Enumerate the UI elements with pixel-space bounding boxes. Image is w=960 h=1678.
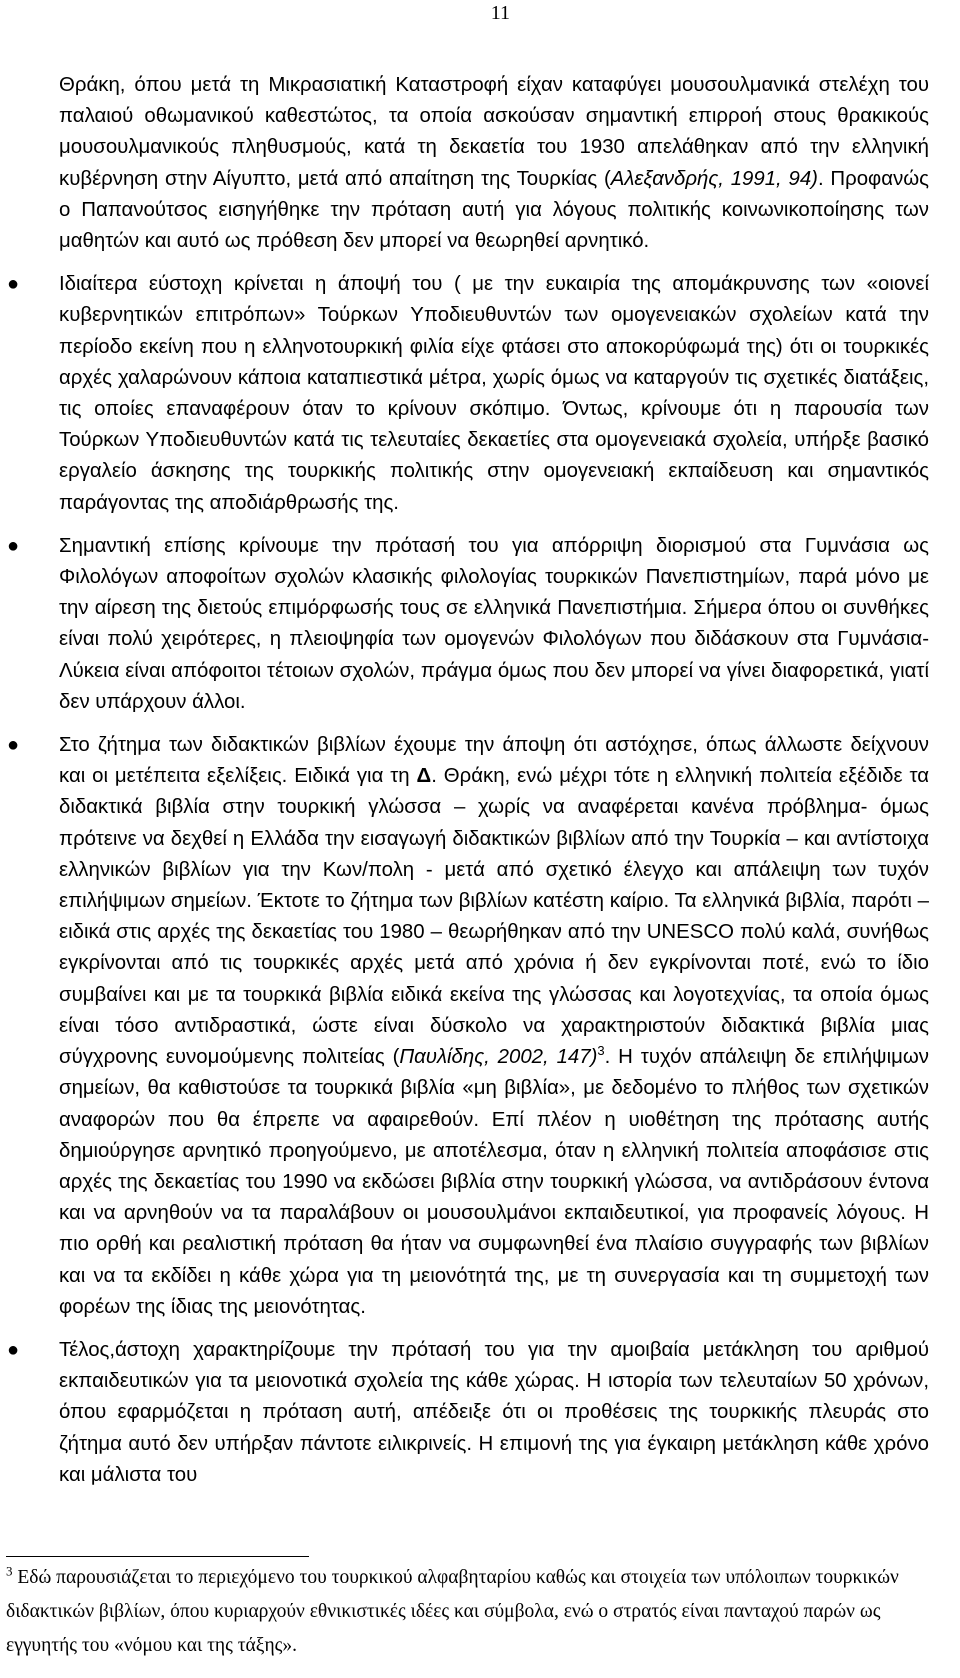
footnote-number: 3 [6,1563,13,1579]
bullet-3-delta: Δ [416,765,432,788]
bullet-4-text: Τέλος,άστοχη χαρακτηρίζουμε την πρότασή του για την αμοιβαία μετάκληση του αριθμού εκπαιδευτικών για τα μειονοτικά σχολεία της κάθε χώρας. Η ιστορία των τελευταίων 50 χρόνων, όπου εφαρμόζεται η πρόταση αυτή, απέδειξε ότι οι προθέσεις της τουρκικής πλευράς στο ζήτημα αυτό δεν υπήρξαν πάντοτε ειλικρινείς. Η επιμονή της για έγκαιρη μετάκληση κάθε χρόνο και μάλιστα του [59,1338,929,1486]
bullet-icon: ● [7,1338,20,1361]
bullet-icon: ● [7,534,20,557]
body-text [7,70,930,1491]
bullet-3-text-a: Στο ζήτημα των διδακτικών βιβλίων έχουμε την άποψη ότι αστόχησε, όπως άλλωστε δείχνουν και οι μετέπειτα εξελίξεις. Ειδικά για τη [59,734,929,788]
list-item [7,1335,929,1491]
footnote [6,1561,926,1663]
list-item [7,730,929,1323]
bullet-3-text-c: . Η τυχόν απάλειψη δε επιλήψιμων σημείων, θα καθιστούσε τα τουρκικά βιβλία «μη βιβλία», με δεδομένο το πλήθος των σχετικών αναφορών που θα έπρεπε να αφαιρεθούν. Επί πλέον η υιοθέτηση της πρότασης αυτής δημιούργησε αρνητικό προηγούμενο, με αποτέλεσμα, όταν η ελληνική πολιτεία αποφάσισε στις αρχές της δεκαετίας του 1990 να εκδώσει βιβλία στην τουρκική γλώσσα, να αντιδράσουν έντονα και να αρνηθούν να τα παραλάβουν οι μουσουλμάνοι εκπαιδευτικοί, για προφανείς λόγους. Η πιο ορθή και ρεαλιστική πρόταση θα ήταν να συμφωνηθεί ένα πλαίσιο συγγραφής των βιβλίων και να τα εκδίδει η κάθε χώρα για τη μειονότητά της, με τη συνεργασία και τη συμμετοχή των φορέων της ίδιας της μειονότητας. [59,1046,929,1318]
bullet-3-citation: Παυλίδης, 2002, 147) [399,1046,598,1069]
footnote-text: Εδώ παρουσιάζεται το περιεχόμενο του τουρκικού αλφαβηταρίου καθώς και στοιχεία των υπόλοιπων τουρκικών διδακτικών βιβλίων, όπου κυριαρχούν εθνικιστικές ιδέες και σύμβολα, ενώ ο στρατός είναι πανταχού παρών ως εγγυητής του «νόμου και της τάξης». [6,1567,899,1656]
bullet-1-text: Ιδιαίτερα εύστοχη κρίνεται η άποψή του ( με την ευκαιρία της απομάκρυνσης των «οιονεί κυβερνητικών επιτρόπων» Τούρκων Υποδιευθυντών των ομογενειακών σχολείων κατά την περίοδο εκείνη που η ελληνοτουρκική φιλία είχε φτάσει στο αποκορύφωμά της) ότι οι τουρκικές αρχές χαλαρώνουν κάποια καταπιεστικά μέτρα, χωρίς όμως να καταργούν τις σχετικές διατάξεις, τις οποίες επαναφέρουν όταν το κρίνουν σκόπιμο. Όντως, κρίνουμε ότι η παρουσία των Τούρκων Υποδιευθυντών κατά τις τελευταίες δεκαετίες στα ομογενειακά σχολεία, υπήρξε βασικό εργαλείο άσκησης της τουρκικής πολιτικής στην ομογενειακή εκπαίδευση και σημαντικός παράγοντας της αποδιάρθρωσής της. [59,273,929,514]
list-item [7,269,929,519]
bullet-icon: ● [7,273,20,296]
bullet-3-text-b: . Θράκη, ενώ μέχρι τότε η ελληνική πολιτεία εξέδιδε τα διδακτικά βιβλία στην τουρκική γλώσσα – χωρίς να αναφέρεται κανένα πρόβλημα- όμως πρότεινε να δεχθεί η Ελλάδα την εισαγωγή διδακτικών βιβλίων από την Τουρκία – και αντίστοιχα ελληνικών βιβλίων για την Κων/πολη - μετά από σχετικό έλεγχο και απάλειψη των τυχόν επιλήψιμων σημείων. Έκτοτε το ζήτημα των βιβλίων κατέστη καίριο. Τα ελληνικά βιβλία, παρότι – ειδικά στις αρχές της δεκαετίας του 1980 – θεωρήθηκαν από την UNESCO πολύ καλά, συνήθως εγκρίνονται από τις τουρκικές αρχές μετά από χρόνια ή δεν εγκρίνονται ποτέ, ενώ το ίδιο συμβαίνει και με τα τουρκικά βιβλία ειδικά εκείνα της γλώσσας και λογοτεχνίας, τα οποία όμως είναι τόσο αντιδραστικά, ώστε είναι δύσκολο να χαρακτηριστούν διδακτικά βιβλία μιας σύγχρονης ευνομούμενης πολιτείας ( [59,765,929,1069]
intro-text-b: . Προφανώς ο Παπανούτσος εισηγήθηκε την πρόταση αυτή για λόγους πολιτικής κοινωνικοποίησης των μαθητών και αυτό ως πρόθεση δεν μπορεί να θεωρηθεί αρνητικό. [59,167,930,253]
list-item [7,531,929,718]
bullet-2-text: Σημαντική επίσης κρίνουμε την πρότασή του για απόρριψη διορισμού στα Γυμνάσια ως Φιλολόγων αποφοίτων σχολών κλασικής φιλολογίας τουρκικών Πανεπιστημίων, παρά μόνο με την αίρεση της διετούς επιμόρφωσής τους σε ελληνικά Πανεπιστήμια. Σήμερα όπου οι συνθήκες είναι πολύ χειρότερες, η πλειοψηφία των ομογενών Φιλολόγων που διδάσκουν στα Γυμνάσια-Λύκεια είναι απόφοιτοι τέτοιων σχολών, πράγμα όμως που δεν μπορεί να γίνει διαφορετικά, γιατί δεν υπάρχουν άλλοι. [59,534,929,713]
intro-citation: Αλεξανδρής, 1991, 94) [610,167,818,190]
footnote-divider [6,1556,309,1557]
page-number: 11 [490,2,510,24]
bullet-icon: ● [7,734,20,757]
intro-text-a: Θράκη, όπου μετά τη Μικρασιατική Καταστροφή είχαν καταφύγει μουσουλμανικά στελέχη του παλαιού οθωμανικού καθεστώτος, τα οποία ασκούσαν σημαντική επιρροή στους θρακικούς μουσουλμανικούς πληθυσμούς, κατά τη δεκαετία του 1930 απελάθηκαν από την ελληνική κυβέρνηση στην Αίγυπτο, μετά από απαίτηση της Τουρκίας ( [59,74,929,190]
footnote-reference[interactable]: 3 [597,1043,605,1059]
intro-paragraph [59,70,929,257]
